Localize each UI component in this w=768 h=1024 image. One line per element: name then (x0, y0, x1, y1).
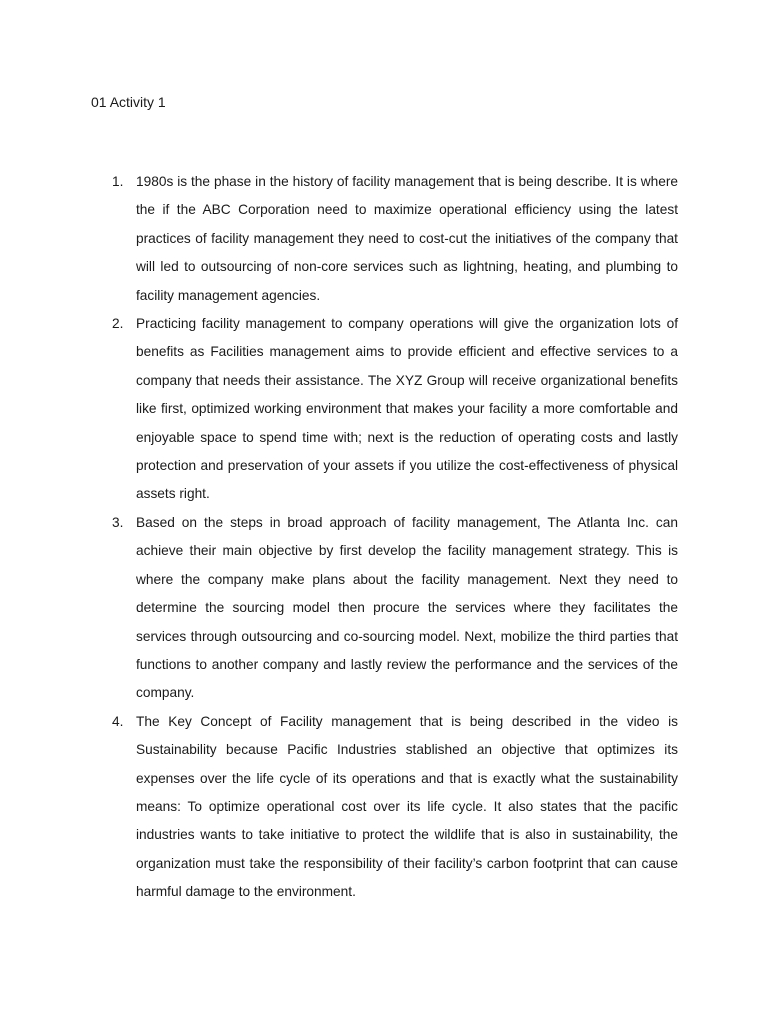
answer-text: Practicing facility management to company operations will give the organization lots of benefits as Facilities management aims to provide efficient and effective services to a company that needs their assistance. The XYZ Group will receive organizational benefits like first, optimized working environment that makes your facility a more comfortable and enjoyable space to spend time with; next is the reduction of operating costs and lastly protection and preservation of your assets if you utilize the cost-effectiveness of physical assets right. (136, 316, 678, 502)
answer-text: Based on the steps in broad approach of facility management, The Atlanta Inc. can achieve their main objective by first develop the facility management strategy. This is where the company make plans about the facility management. Next they need to determine the sourcing model then procure the services where they facilitates the services through outsourcing and co-sourcing model. Next, mobilize the third parties that functions to another company and lastly review the performance and the services of the company. (136, 514, 678, 701)
answer-number: 3. (112, 514, 124, 530)
answer-number: 1. (112, 174, 124, 189)
answer-list (112, 168, 678, 907)
answer-item-4 (112, 708, 678, 907)
answer-number: 2. (112, 316, 124, 332)
answer-number: 4. (112, 713, 124, 729)
answer-text: The Key Concept of Facility management that is being described in the video is Sustainability because Pacific Industries stablished an objective that optimizes its expenses over the life cycle of its operations and that is exactly what the sustainability means: To optimize operational cost over its life cycle. It also states that the pacific industries wants to take initiative to protect the wildlife that is also in sustainability, the organization must take the responsibility of their facility’s carbon footprint that can cause harmful damage to the environment. (136, 713, 678, 900)
answer-text: 1980s is the phase in the history of facility management that is being describe. It is where the if the ABC Corporation need to maximize operational efficiency using the latest practices of facility management they need to cost-cut the initiatives of the company that will led to outsourcing of non-core services such as lightning, heating, and plumbing to facility management agencies. (136, 174, 678, 303)
answer-item-2 (112, 310, 678, 509)
answer-item-1 (112, 168, 678, 310)
answer-item-3 (112, 509, 678, 708)
document-title: 01 Activity 1 (91, 94, 166, 110)
